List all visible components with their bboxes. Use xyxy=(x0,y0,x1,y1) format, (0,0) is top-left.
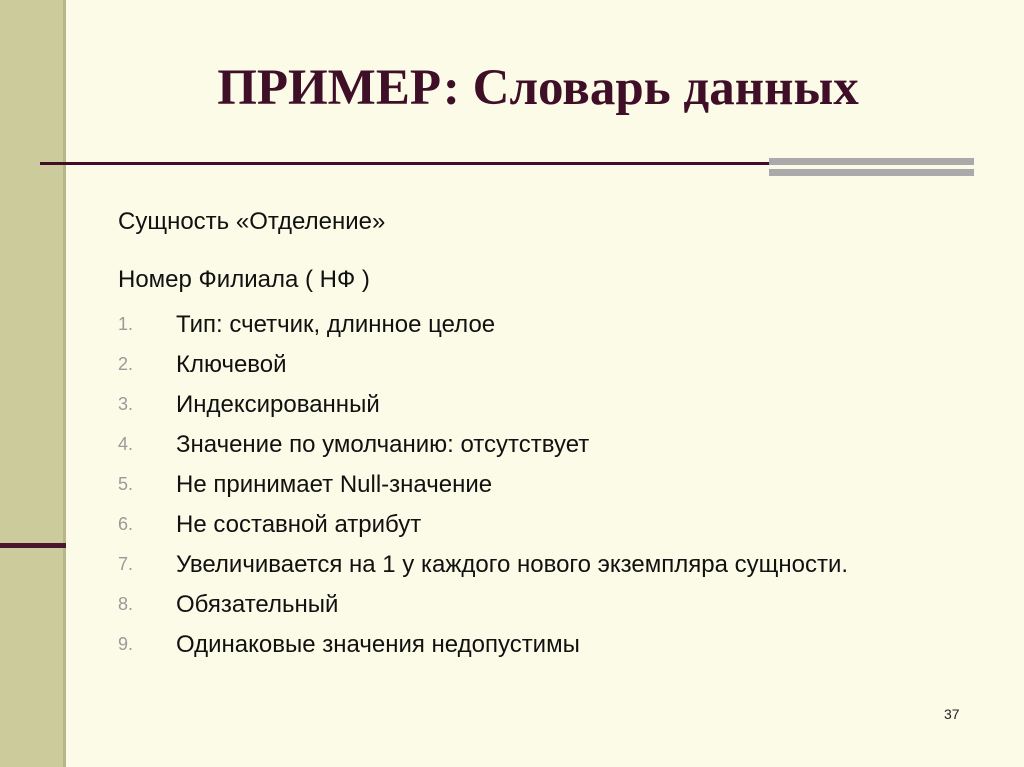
page-number: 37 xyxy=(944,706,960,722)
list-item-text: Значение по умолчанию: отсутствует xyxy=(176,431,590,458)
entity-heading: Сущность «Отделение» xyxy=(118,208,386,235)
list-item-text: Обязательный xyxy=(176,591,339,618)
list-item-number: 1. xyxy=(118,314,134,334)
list-item-number: 7. xyxy=(118,554,134,574)
list-item xyxy=(118,588,878,621)
list-item xyxy=(118,468,878,501)
list-item xyxy=(118,548,878,581)
side-band-edge xyxy=(63,0,66,767)
list-item xyxy=(118,628,878,661)
list-item-text: Увеличивается на 1 у каждого нового экземпляра сущности. xyxy=(176,551,849,578)
list-item xyxy=(118,428,878,461)
accent-bar-bottom xyxy=(769,169,974,176)
title-divider-accent xyxy=(769,158,974,177)
list-item-text: Индексированный xyxy=(176,391,380,418)
list-item-text: Ключевой xyxy=(176,351,287,378)
list-item-number: 6. xyxy=(118,514,134,534)
side-band xyxy=(0,0,66,767)
list-item-number: 9. xyxy=(118,634,134,654)
list-item xyxy=(118,308,878,341)
side-band-marker xyxy=(0,543,66,548)
attribute-list xyxy=(118,308,878,668)
list-item-number: 3. xyxy=(118,394,134,414)
list-item-text: Тип: счетчик, длинное целое xyxy=(176,311,496,338)
list-item-number: 5. xyxy=(118,474,134,494)
accent-bar-top xyxy=(769,158,974,165)
list-item-number: 8. xyxy=(118,594,134,614)
field-heading: Номер Филиала ( НФ ) xyxy=(118,266,370,293)
list-item xyxy=(118,388,878,421)
title-divider xyxy=(40,162,770,165)
list-item-number: 2. xyxy=(118,354,134,374)
list-item xyxy=(118,348,878,381)
list-item-text: Не составной атрибут xyxy=(176,511,422,538)
list-item xyxy=(118,508,878,541)
list-item-number: 4. xyxy=(118,434,134,454)
list-item-text: Одинаковые значения недопустимы xyxy=(176,631,580,658)
slide-title: ПРИМЕР: Словарь данных xyxy=(217,60,859,116)
list-item-text: Не принимает Null-значение xyxy=(176,471,493,498)
